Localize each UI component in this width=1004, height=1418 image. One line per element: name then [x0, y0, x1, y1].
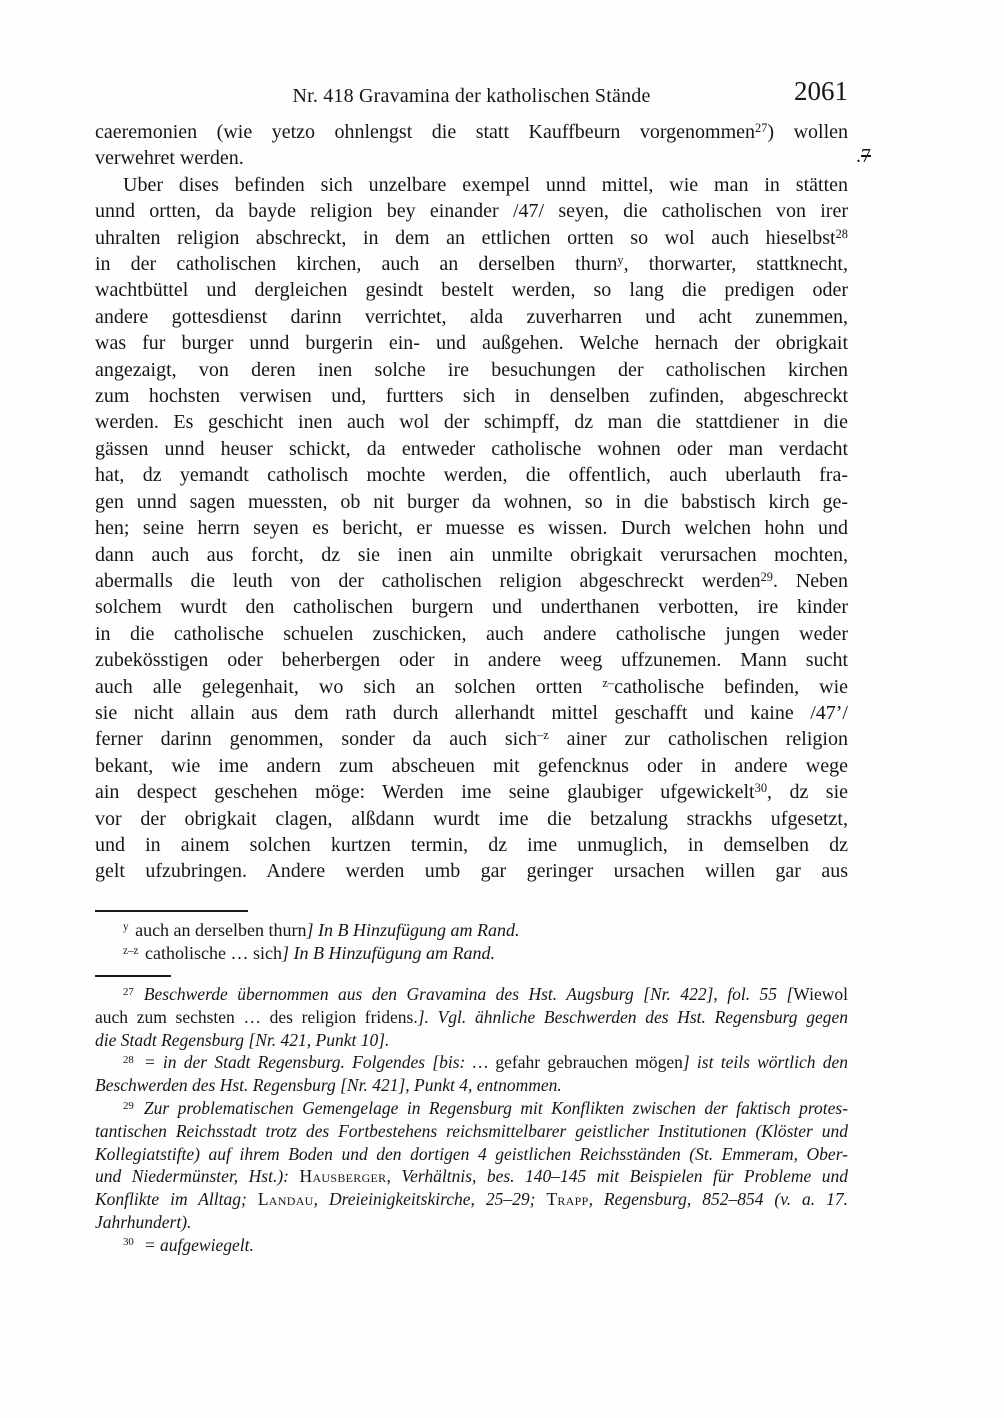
- note-marker: y: [123, 921, 129, 934]
- body-line: [95, 542, 848, 568]
- body-line: [95, 409, 848, 435]
- text-segment: ] ist teils wörtlich den: [682, 1052, 848, 1073]
- body-line: [95, 858, 848, 884]
- text-segment: auch an derselben thurn: [130, 920, 307, 940]
- text-segment: auch zum sechsten … des religion fridens.: [95, 1006, 418, 1027]
- body-line: [95, 674, 848, 700]
- text-segment: hat, dz yemandt catholisch mochte werden, die offentlich, auch uberlauth fra-: [95, 464, 848, 487]
- apparatus-line: [95, 919, 848, 942]
- text-segment: Zur problematischen Gemengelage in Regensburg mit Konflikten zwischen der faktisch protes-: [143, 1097, 848, 1118]
- text-segment: Jahrhundert).: [95, 1211, 192, 1232]
- text-segment: zubekösstigen oder beherbergen oder in andere weeg uffzunemen. Mann sucht: [95, 649, 848, 672]
- text-segment: und Niedermünster, Hst.):: [95, 1166, 300, 1187]
- text-segment: unnd ortten, da bayde religion bey einander /47/ seyen, die catholischen von irer: [95, 200, 848, 223]
- margin-note: [856, 145, 871, 168]
- footnote-line: [95, 1120, 848, 1143]
- note-marker: –z: [537, 728, 549, 743]
- footnote-separator-rule: [95, 975, 171, 977]
- text-segment: in der catholischen kirchen, auch an derselben thurn: [95, 253, 618, 276]
- body-line: [95, 594, 848, 620]
- note-marker: z–: [602, 675, 615, 690]
- text-segment: sie nicht allain aus dem rath durch allerhandt mittel geschafft und kaine /47’/: [95, 701, 848, 724]
- text-segment: hen; seine herrn seyen es bericht, er muesse es wissen. Durch welchen hohn und: [95, 517, 848, 540]
- text-segment: catholische befinden, wie: [614, 675, 848, 698]
- margin-note-dot: .: [856, 145, 861, 167]
- footnote-line: [95, 1143, 848, 1166]
- text-segment: wachtbüttel und dergleichen gesindt bestelt werden, so lang die predigen oder: [95, 279, 848, 302]
- note-marker: 27: [755, 120, 768, 135]
- text-segment: dann auch aus forcht, dz sie inen ain unmilte obrigkait verursachen mochten,: [95, 543, 848, 566]
- text-segment: . Neben: [772, 569, 848, 592]
- footnote-line: [95, 1074, 848, 1097]
- text-segment: caeremonien (wie yetzo ohnlengst die statt Kauffbeurn vorgenommen: [95, 121, 756, 143]
- footnote-line: [95, 983, 848, 1006]
- footnote-line: [95, 1029, 848, 1052]
- text-segment: ainer zur catholischen religion: [548, 728, 848, 751]
- body-line: [95, 277, 848, 303]
- text-segment: Wiewol: [793, 984, 848, 1004]
- text-segment: , Verhältnis, bes. 140–145 mit Beispielen für Probleme und: [386, 1166, 849, 1187]
- text-segment: = aufgewiegelt.: [143, 1234, 254, 1255]
- text-segment: die Stadt Regensburg [Nr. 421, Punkt 10].: [95, 1029, 390, 1050]
- body-line: [95, 806, 848, 832]
- text-segment: , dz sie: [767, 781, 849, 804]
- text-segment: Hausberger: [299, 1166, 387, 1187]
- text-segment: Uber dises befinden sich unzelbare exempel unnd mittel, wie man in stätten: [123, 173, 848, 196]
- text-segment: verwehret werden.: [95, 147, 244, 170]
- running-title: Nr. 418 Gravamina der katholischen Stände: [292, 85, 651, 107]
- body-line: [95, 304, 848, 330]
- text-segment: was fur burger unnd burgerin ein- und außgehen. Welche hernach der obrigkait: [95, 332, 848, 355]
- body-line: [95, 145, 848, 171]
- footnote-line: [95, 1211, 848, 1234]
- text-segment: angezaigt, von deren inen solche ire besuchungen der catholischen kirchen: [95, 358, 848, 381]
- body-line: [95, 647, 848, 673]
- critical-apparatus: [95, 910, 848, 965]
- apparatus-separator-rule: [95, 910, 248, 912]
- text-segment: = in der Stadt Regensburg. Folgendes [bis: …: [143, 1052, 496, 1073]
- text-segment: andere gottesdienst darinn verrichtet, alda zuverharren und acht zunemmen,: [95, 305, 848, 328]
- text-segment: Beschwerden des Hst. Regensburg [Nr. 421], Punkt 4, entnommen.: [95, 1075, 562, 1096]
- body-line: [95, 489, 848, 515]
- text-segment: , Regensburg, 852–854 (v. a. 17.: [588, 1189, 848, 1210]
- text-segment: ]. Vgl. ähnliche Beschwerden des Hst. Regensburg gegen: [417, 1006, 848, 1027]
- text-segment: ferner darinn genommen, sonder da auch sich: [95, 728, 538, 751]
- body-line: [95, 225, 848, 251]
- text-segment: uhralten religion abschreckt, in dem an ettlichen ortten so wol auch hieselbst: [95, 226, 836, 249]
- note-marker: 28: [835, 226, 848, 241]
- text-segment: Beschwerde übernommen aus den Gravamina des Hst. Augsburg [Nr. 422], fol. 55 [: [143, 984, 794, 1004]
- text-segment: vor der obrigkait clagen, alßdann wurdt ime die betzalung strackhs ufgesetzt,: [95, 807, 848, 830]
- page-number: 2061: [794, 76, 848, 106]
- text-segment: ) wollen: [767, 121, 848, 143]
- text-segment: bekant, wie ime andern zum abscheuen mit gefencknus oder in andere wege: [95, 754, 848, 777]
- text-segment: Landau: [257, 1189, 314, 1210]
- apparatus-line: [95, 942, 848, 965]
- body-line: [95, 251, 848, 277]
- text-segment: in die catholische schuelen zuschicken, auch andere catholische jungen weder: [95, 622, 848, 645]
- footnote-line: [95, 1165, 848, 1188]
- text-segment: auch alle gelegenhait, wo sich an solchen ortten: [95, 675, 603, 698]
- text-segment: Kollegiatstifte) auf ihrem Boden und den dortigen 4 geistlichen Reichsständen (St. Emmeram, Ober-: [95, 1143, 848, 1164]
- body-line: [95, 779, 848, 805]
- body-line: [95, 568, 848, 594]
- text-segment: , thorwarter, stattknecht,: [623, 253, 848, 276]
- text-segment: werden. Es geschicht inen auch wol der schimpff, dz man die stattdiener in die: [95, 411, 848, 434]
- body-line: [95, 436, 848, 462]
- text-segment: gässen unnd heuser schickt, da entweder catholische wohnen oder man verdacht: [95, 437, 848, 460]
- text-segment: abermalls die leuth von der catholischen religion abgeschreckt werden: [95, 569, 761, 592]
- body-line: [95, 172, 848, 198]
- footnote-lines: [95, 983, 848, 1257]
- note-marker: 29: [123, 1099, 134, 1112]
- body-line: [95, 753, 848, 779]
- text-segment: ] In B Hinzufügung am Rand.: [306, 920, 520, 940]
- note-marker: z–z: [123, 944, 139, 957]
- body-line: [95, 515, 848, 541]
- text-segment: zum hochsten verwisen und, furtters sich in denselben zufinden, abgeschreckt: [95, 385, 848, 408]
- text-segment: catholische … sich: [140, 943, 282, 964]
- body-text: [95, 119, 848, 885]
- body-line: [95, 383, 848, 409]
- running-head: [95, 76, 848, 115]
- body-line: [95, 462, 848, 488]
- body-line: [95, 700, 848, 726]
- margin-note-struck-number: 7: [861, 145, 871, 167]
- footnote-line: [95, 1051, 848, 1074]
- note-marker: 28: [123, 1053, 134, 1066]
- text-segment: Konflikte im Alltag;: [95, 1189, 258, 1210]
- text-segment: , Dreieinigkeitskirche, 25–29;: [313, 1189, 547, 1210]
- text-segment: gen unnd sagen muessten, ob nit burger da wohnen, so in die babstisch kirch ge-: [95, 490, 848, 513]
- text-segment: ain despect geschehen möge: Werden ime seine glaubiger ufgewickelt: [95, 781, 755, 804]
- note-marker: 27: [123, 985, 134, 998]
- text-segment: gelt ufzubringen. Andere werden umb gar geringer ursachen willen gar aus: [95, 860, 848, 883]
- note-marker: 29: [760, 569, 773, 584]
- text-segment: ] In B Hinzufügung am Rand.: [281, 943, 495, 964]
- text-segment: und in ainem solchen kurtzen termin, dz ime unmuglich, in demselben dz: [95, 833, 848, 856]
- text-segment: tantischen Reichsstadt trotz des Fortbestehens reichsmittelbarer geistlicher Institutionen (Klöster und: [95, 1120, 848, 1141]
- body-line: [95, 357, 848, 383]
- footnote-line: [95, 1234, 848, 1257]
- footnotes-block: [95, 975, 848, 1257]
- body-line: [95, 832, 848, 858]
- text-segment: solchem wurdt den catholischen burgern und underthanen verbotten, ire kinder: [95, 596, 848, 619]
- body-line: [95, 726, 848, 752]
- footnote-line: [95, 1188, 848, 1211]
- footnote-line: [95, 1006, 848, 1029]
- body-line: [95, 198, 848, 224]
- text-segment: gefahr gebrauchen mögen: [495, 1052, 683, 1073]
- note-marker: y: [617, 252, 624, 267]
- body-line: [95, 119, 848, 145]
- note-marker: 30: [754, 780, 768, 795]
- footnote-line: [95, 1097, 848, 1120]
- body-line: [95, 330, 848, 356]
- apparatus-lines: [95, 919, 848, 965]
- body-line: [95, 621, 848, 647]
- note-marker: 30: [123, 1236, 134, 1249]
- text-segment: Trapp: [546, 1189, 589, 1210]
